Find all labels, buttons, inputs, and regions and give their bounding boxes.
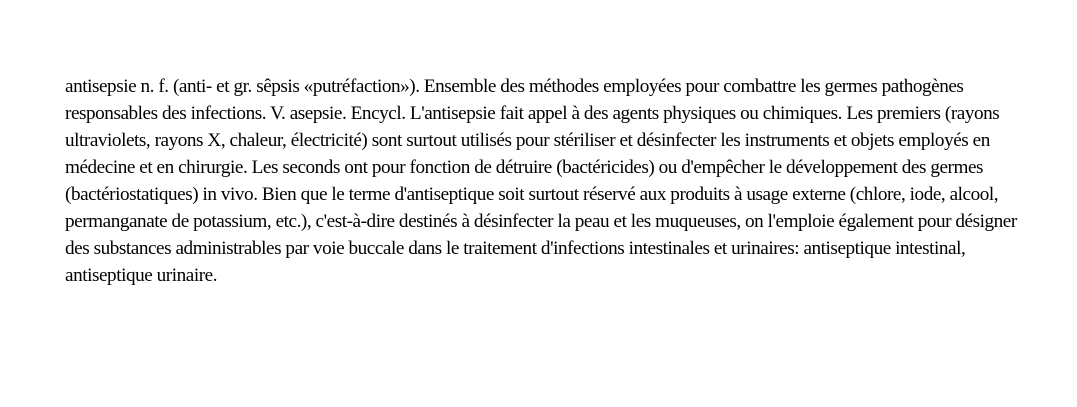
entry-text: antisepsie n. f. (anti- et gr. sêpsis «putréfaction»). Ensemble des méthodes employées pour combattre les germes pathogènes responsables des infections. V. asepsie. Encycl. L'antisepsie fait appel à des agents physiques ou chimiques. Les premiers (rayons ultraviolets, rayons X, chaleur, électricité) sont surtout utilisés pour stériliser et désinfecter les instruments et objets employés en médecine et en chirurgie. Les seconds ont pour fonction de détruire (bactéricides) ou d'empêcher le développement des germes (bactériostatiques) in vivo. Bien que le terme d'antiseptique soit surtout réservé aux produits à usage externe (chlore, iode, alcool, permanganate de potassium, etc.), c'est-à-dire destinés à désinfecter la peau et les muqueuses, on l'emploie également pour désigner des substances administrables par voie buccale dans le traitement d'infections intestinales et urinaires: antiseptique intestinal, antiseptique urinaire. bbox=[65, 76, 1017, 286]
dictionary-entry bbox=[65, 73, 1017, 289]
